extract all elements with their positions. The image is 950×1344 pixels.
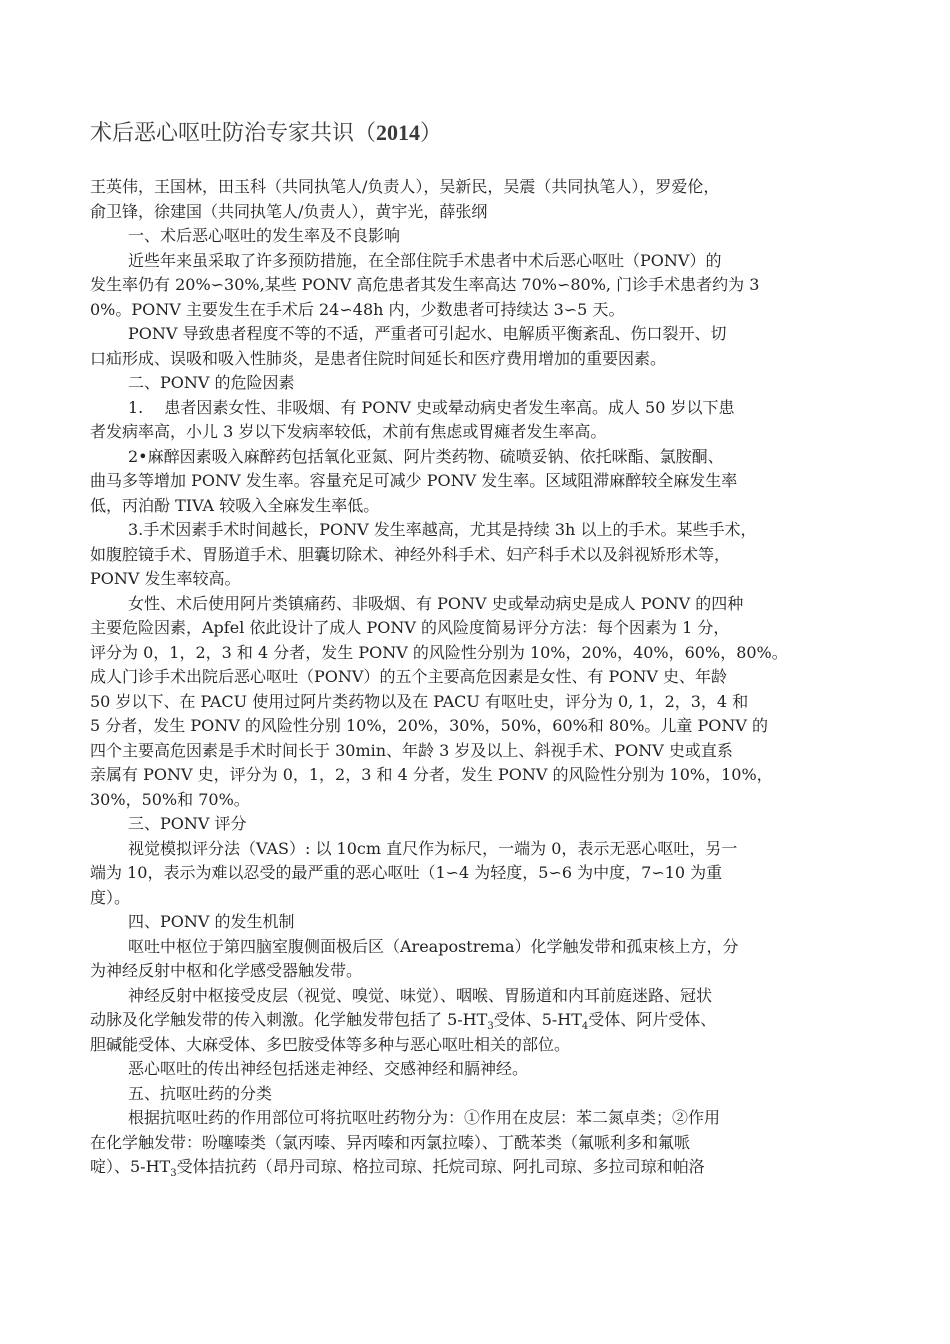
line-text: 5 分者，发生 PONV 的风险性分别 10%，20%，30%，50%，60%和 80%。儿童 PONV 的 [90, 716, 769, 735]
line-text: 发生率仍有 20%∽30%,某些 PONV 高危患者其发生率高达 70%∽80%, 门诊手术患者约为 3 [90, 275, 760, 294]
line-text: 0%。PONV 主要发生在手术后 24∽48h 内，少数患者可持续达 3∽5 天。 [90, 299, 625, 319]
subscript: 4 [581, 1021, 589, 1033]
line-text: 在化学触发带：吩噻嗪类（氯丙嗪、异丙嗪和丙氯拉嗪）、丁酰苯类（氟哌利多和氟哌 [90, 1132, 691, 1152]
text-line [90, 469, 860, 494]
line-text: 三、PONV 评分 [128, 814, 247, 833]
line-text: 动脉及化学触发带的传入刺激。化学触发带包括了 5-HT [90, 1010, 488, 1029]
text-line [90, 249, 860, 274]
text-line [90, 273, 860, 298]
line-text: 神经反射中枢接受皮层（视觉、嗅觉、味觉）、咽喉、胃肠道和内耳前庭迷路、冠状 [128, 985, 713, 1005]
line-text: 50 岁以下、在 PACU 使用过阿片类药物以及在 PACU 有呕吐史，评分为 0, 1，2，3，4 和 [90, 691, 749, 711]
line-text: 胆碱能受体、大麻受体、多巴胺受体等多种与恶心呕吐相关的部位。 [90, 1034, 571, 1054]
text-line [90, 200, 860, 225]
line-text: 视觉模拟评分法（VAS）: 以 10cm 直尺作为标尺，一端为 0，表示无恶心呕吐，另一 [128, 838, 738, 858]
text-line [90, 298, 860, 323]
text-line [90, 1082, 860, 1107]
text-line [90, 788, 860, 813]
text-line [90, 543, 860, 568]
text-line [90, 1106, 860, 1131]
line-text: 2•麻醉因素吸入麻醉药包括氧化亚氮、阿片类药物、硫喷妥钠、依托咪酯、氯胺酮、 [128, 446, 724, 466]
line-text: 四个主要高危因素是手术时间长于 30min、年龄 3 岁及以上、斜视手术、PONV 史或直系 [90, 740, 733, 760]
line-text: 近些年来虽采取了许多预防措施，在全部住院手术患者中术后恶心呕吐（PONV）的 [128, 250, 722, 270]
text-line [90, 1008, 860, 1033]
text-line [90, 690, 860, 715]
text-line [90, 714, 860, 739]
subscript: 3 [170, 1168, 177, 1180]
line-text: 四、PONV 的发生机制 [128, 912, 295, 931]
text-line [90, 518, 860, 543]
line-text: 低，丙泊酚 TIVA 较吸入全麻发生率低。 [90, 495, 380, 515]
line-text: 王英伟，王国林，田玉科（共同执笔人/负责人），吴新民，吴震（共同执笔人），罗爱伦， [90, 177, 720, 196]
text-line [90, 935, 860, 960]
line-text: 女性、术后使用阿片类镇痛药、非吸烟、有 PONV 史或晕动病史是成人 PONV 的四种 [128, 593, 744, 613]
text-line [90, 861, 860, 886]
text-line [90, 910, 860, 935]
line-text: PONV 发生率较高。 [90, 569, 241, 588]
text-line [90, 763, 860, 788]
line-text: 1. 患者因素女性、非吸烟、有 PONV 史或晕动病史者发生率高。成人 50 岁以下患 [128, 397, 735, 417]
text-line [90, 420, 860, 445]
line-text: 五、抗呕吐药的分类 [128, 1083, 273, 1103]
document-page [90, 118, 860, 1180]
text-line [90, 665, 860, 690]
title-year: 2014 [376, 120, 421, 145]
line-text: 曲马多等增加 PONV 发生率。容量充足可减少 PONV 发生率。区域阻滞麻醉较全麻发生率 [90, 471, 738, 490]
line-text: 恶心呕吐的传出神经包括迷走神经、交感神经和膈神经。 [128, 1059, 529, 1078]
text-line [90, 886, 860, 911]
document-title [90, 118, 860, 149]
line-text: 评分为 0，1，2，3 和 4 分者，发生 PONV 的风险性分别为 10%，20%，40%，60%，80%。 [90, 642, 788, 662]
text-line [90, 175, 860, 200]
line-text: 3.手术因素手术时间越长，PONV 发生率越高，尤其是持续 3h 以上的手术。某些手术， [128, 520, 757, 539]
text-line [90, 1155, 860, 1180]
line-text: 为神经反射中枢和化学感受器触发带。 [90, 961, 363, 980]
line-text: 口疝形成、误吸和吸入性肺炎，是患者住院时间延长和医疗费用增加的重要因素。 [90, 348, 667, 368]
title-text: 术后恶心呕吐防治专家共识（ [90, 121, 377, 146]
text-line [90, 322, 860, 347]
text-line [90, 1131, 860, 1156]
line-text: 受体、5-HT [493, 1010, 582, 1029]
line-text: 啶）、5-HT [90, 1157, 171, 1176]
line-text: 受体拮抗药（昂丹司琼、格拉司琼、托烷司琼、阿扎司琼、多拉司琼和帕洛 [176, 1157, 705, 1176]
text-line [90, 812, 860, 837]
line-text: 一、术后恶心呕吐的发生率及不良影响 [128, 226, 401, 245]
text-line [90, 959, 860, 984]
text-line [90, 739, 860, 764]
line-text: 主要危险因素，Apfel 依此设计了成人 PONV 的风险度简易评分方法：每个因素为 1 分， [90, 618, 730, 637]
line-text: 根据抗呕吐药的作用部位可将抗呕吐药物分为：①作用在皮层：苯二氮卓类；②作用 [128, 1108, 721, 1127]
body-text [90, 175, 860, 1180]
line-text: 成人门诊手术出院后恶心呕吐（PONV）的五个主要高危因素是女性、有 PONV 史、年龄 [90, 667, 728, 686]
line-text: 度）。 [90, 887, 131, 907]
text-line [90, 984, 860, 1009]
subscript: 3 [487, 1021, 494, 1033]
line-text: 亲属有 PONV 史，评分为 0，1，2，3 和 4 分者，发生 PONV 的风险性分别为 10%，10%， [90, 765, 773, 784]
line-text: 二、PONV 的危险因素 [128, 373, 295, 392]
line-text: 30%，50%和 70%。 [90, 789, 250, 809]
text-line [90, 224, 860, 249]
line-text: 俞卫锋，徐建国（共同执笔人/负责人），黄宇光，薛张纲 [90, 201, 488, 221]
line-text: 受体、阿片受体、 [588, 1010, 717, 1029]
text-line [90, 837, 860, 862]
text-line [90, 396, 860, 421]
line-text: 呕吐中枢位于第四脑室腹侧面极后区（Areapostrema）化学触发带和孤束核上方，分 [128, 936, 739, 956]
line-text: 如腹腔镜手术、胃肠道手术、胆囊切除术、神经外科手术、妇产科手术以及斜视矫形术等， [90, 544, 731, 564]
text-line [90, 371, 860, 396]
text-line [90, 1033, 860, 1058]
text-line [90, 445, 860, 470]
text-line [90, 567, 860, 592]
text-line [90, 641, 860, 666]
line-text: PONV 导致患者程度不等的不适，严重者可引起水、电解质平衡紊乱、伤口裂开、切 [128, 324, 727, 343]
text-line [90, 494, 860, 519]
text-line [90, 592, 860, 617]
text-line [90, 616, 860, 641]
text-line [90, 347, 860, 372]
line-text: 者发病率高，小儿 3 岁以下发病率较低，术前有焦虑或胃瘫者发生率高。 [90, 422, 607, 441]
text-line [90, 1057, 860, 1082]
line-text: 端为 10，表示为难以忍受的最严重的恶心呕吐（1∽4 为轻度，5∽6 为中度，7∽10 为重 [90, 863, 723, 882]
title-close: ） [420, 121, 443, 146]
